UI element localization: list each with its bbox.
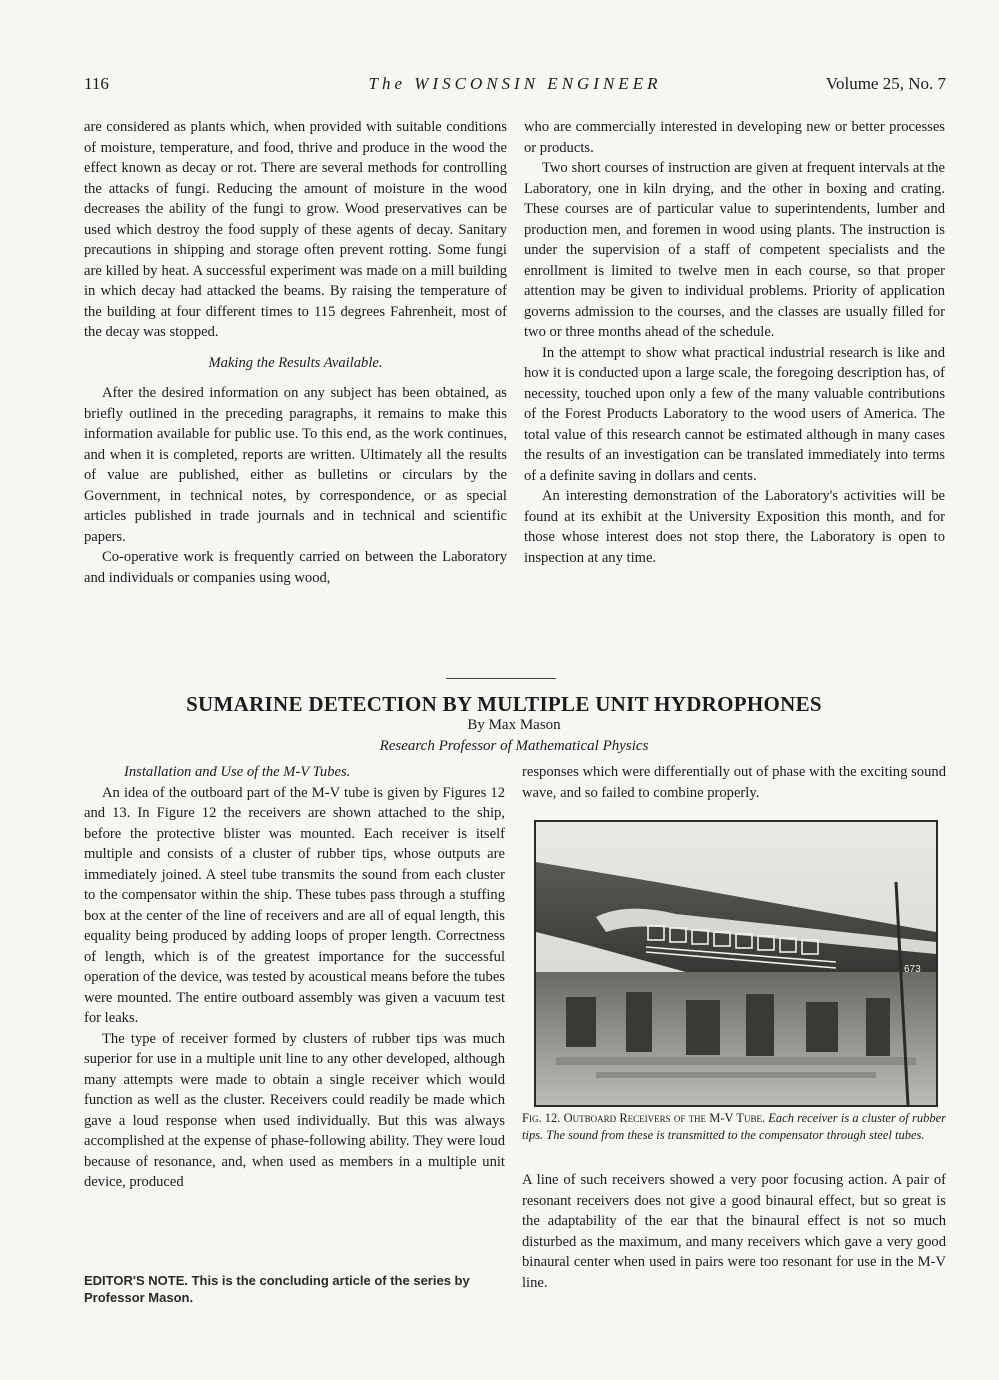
paragraph: The type of receiver formed by clusters of rubber tips was much superior for use in a multiple unit line to any other developed, although many attempts were made to obtain a single receiver which would function as well as the cluster. Receivers could readily be made which gave a loud response when used individually. But this was always accomplished at the expense of phase-following ability. They were loud because of resonance, and, when used as members in a multiple unit device, produced [84, 1030, 505, 1190]
paragraph: An interesting demonstration of the Laboratory's activities will be found at its exhibit at the University Exposition this month, and for those whose interest does not stop there, the Laboratory is open to inspection at any time. [524, 488, 945, 566]
article-title: SUMARINE DETECTION BY MULTIPLE UNIT HYDROPHONES [186, 692, 822, 716]
figure-caption [522, 1110, 946, 1144]
paragraph: A line of such receivers showed a very poor focusing action. A pair of resonant receivers does not give a good binaural effect, but so great is the adaptability of the ear that the binaural effect is not so much disturbed as the maximum, and many receivers which gave a very good binaural center when used in pairs were too resonant for use in the M-V line. [522, 1172, 946, 1291]
section-subheading: Making the Results Available. [208, 354, 383, 371]
paragraph: Co-operative work is frequently carried on between the Laboratory and individuals or companies using wood, [84, 549, 507, 586]
caption-label: Fig. 12. Outboard Receivers of the M-V Tube. [522, 1111, 766, 1125]
bottom-left-column [84, 762, 505, 1193]
volume-info: Volume 25, No. 7 [825, 74, 946, 93]
editor-note: EDITOR'S NOTE. This is the concluding article of the series by Professor Mason. [84, 1273, 470, 1305]
paragraph: In the attempt to show what practical industrial research is like and how it is conducted upon a large scale, the foregoing description has, of necessity, touched upon only a few of the many valuable contributions of the Forest Products Laboratory to the wood users of America. The total value of this research cannot be estimated although in many cases the results of an investigation can be translated immediately into terms of a definite saving in dollars and cents. [524, 344, 945, 484]
paragraph: After the desired information on any subject has been obtained, as briefly outlined in the preceding paragraphs, it remains to make this information available for public use. To this end, as the work continues, and when it is completed, reports are written. Ultimately all the results of value are published, either as bulletins or circulars by the Government, in technical notes, by correspondence, or as special articles published in trade journals and in technical and scientific papers. [84, 385, 507, 545]
bottom-right-column [522, 762, 946, 803]
section-divider [446, 678, 556, 679]
top-left-column [84, 117, 507, 588]
paragraph: who are commercially interested in developing new or better processes or products. [524, 119, 945, 156]
running-header [84, 74, 946, 98]
journal-title: The WISCONSIN ENGINEER [368, 74, 662, 93]
top-right-column [524, 117, 945, 568]
section-subheading: Installation and Use of the M-V Tubes. [124, 764, 351, 780]
caption-text: Each receiver is a cluster of rubber tips. The sound from these is transmitted to the compensator through steel tubes. [522, 1111, 946, 1142]
ship-hull-photo [536, 822, 936, 1105]
paragraph: Two short courses of instruction are given at frequent intervals at the Laboratory, one in kiln drying, and the other in boxing and crating. These courses are of particular value to superintendents, lumber and production men, and foremen in wood using plants. The instruction is under the supervision of a staff of competent specialists and the enrollment is limited to twelve men in each course, so that proper attention may be given to individual problems. Priority of application governs admission to the courses, and the classes are usually filled for two or three months ahead of the schedule. [524, 160, 945, 340]
hull-number: 673 [904, 964, 921, 975]
paragraph: responses which were differentially out of phase with the exciting sound wave, and so failed to combine properly. [522, 764, 946, 801]
bottom-right-column-continued [522, 1170, 946, 1293]
byline: By Max Mason [467, 717, 561, 733]
author-affiliation: Research Professor of Mathematical Physics [379, 738, 649, 754]
page-number: 116 [84, 74, 109, 93]
paragraph: An idea of the outboard part of the M-V tube is given by Figures 12 and 13. In Figure 12 the receivers are shown attached to the ship, before the protective blister was mounted. Each receiver is itself multiple and consists of a cluster of rubber tips, whose outputs are immediately joined. A steel tube transmits the sound from each cluster to the compensator within the ship. These tubes pass through a stuffing box at the center of the line of receivers and are all of equal length, this equality being produced by adding loops of proper length. Correctness of length, which is of the greatest importance for the successful operation of the device, was tested by acoustical means before the tubes were mounted. The entire outboard assembly was given a vacuum test for leaks. [84, 784, 505, 1026]
paragraph: are considered as plants which, when provided with suitable conditions of moisture, temperature, and food, thrive and produce in the wood the effect known as decay or rot. There are several methods for controlling the attacks of fungi. Reducing the amount of moisture in the wood decreases the ability of the fungi to grow. Wood preservatives can be used which destroy the food supply of these agents of decay. Sanitary precautions in shipping and storage often prevent rotting. Some fungi are killed by heat. A successful experiment was made on a mill building in which decay had attacked the beams. By raising the temperature of the building at four different times to 115 degrees Fahrenheit, most of the decay was stopped. [84, 119, 507, 340]
figure-12-photo [534, 820, 938, 1107]
